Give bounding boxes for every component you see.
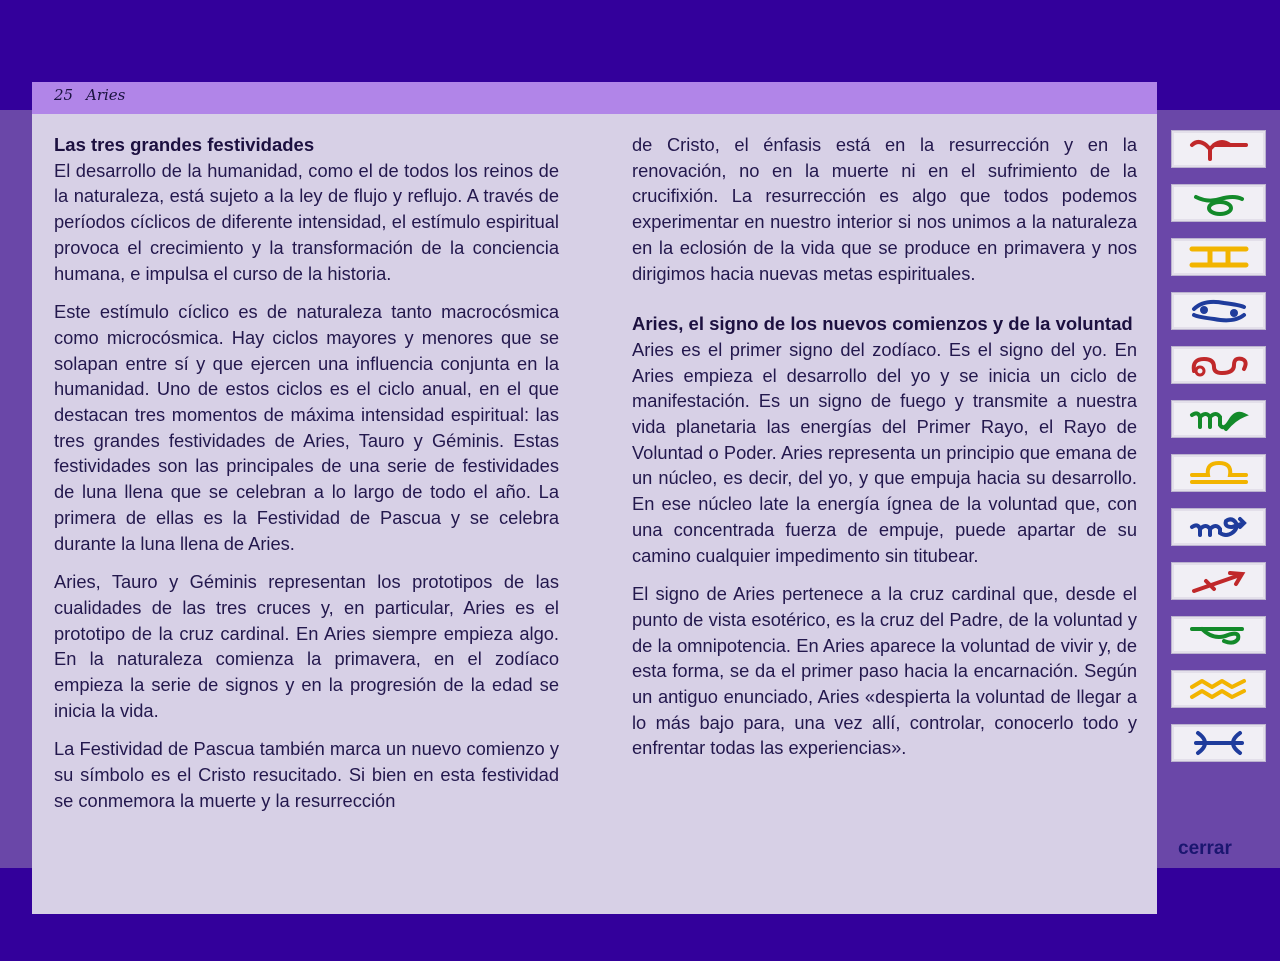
close-link[interactable]: cerrar xyxy=(1178,838,1232,859)
zodiac-button-capricorn[interactable] xyxy=(1171,616,1266,654)
zodiac-button-scorpio[interactable] xyxy=(1171,508,1266,546)
zodiac-button-virgo[interactable] xyxy=(1171,400,1266,438)
zodiac-button-libra[interactable] xyxy=(1171,454,1266,492)
paragraph: Este estímulo cíclico es de naturaleza tanto macrocósmica como microcósmica. Hay ciclos mayores y menores que se solapan entre sí y que ejercen una influencia conjunta en la humanidad. Uno de estos ciclos es el ciclo anual, en el que destacan tres momentos de máxima intensidad espiritual: las tres grandes festividades de Aries, Tauro y Géminis. Estas festividades son las principales de una serie de festividades de luna llena que se celebran a lo largo de todo el año. La primera de ellas es la Festividad de Pascua y se celebra durante la luna llena de Aries. xyxy=(54,301,559,554)
taurus-icon xyxy=(1184,189,1254,217)
page-number: 25 xyxy=(54,86,74,104)
section-heading: Las tres grandes festividades xyxy=(54,134,315,155)
paragraph: de Cristo, el énfasis está en la resurrección y en la renovación, no en la muerte ni en el sufrimiento de la crucifixión. La resurrección es algo que todos podemos experimentar en nuestro interior si nos unimos a la naturaleza en la eclosión de la vida que se produce en primavera y nos dirigimos hacia nuevas metas espirituales. xyxy=(632,134,1137,284)
paragraph: El desarrollo de la humanidad, como el de todos los reinos de la naturaleza, está sujeto a la ley de flujo y reflujo. A través de períodos cíclicos de diferente intensidad, el estímulo espiritual provoca el crecimiento y la transformación de la conciencia humana, e impulsa el curso de la historia. xyxy=(54,159,559,284)
aries-icon xyxy=(1184,135,1254,163)
page-header xyxy=(32,82,1157,114)
paragraph: La Festividad de Pascua también marca un nuevo comienzo y su símbolo es el Cristo resucitado. Si bien en esta festividad se conmemora la muerte y la resurrección xyxy=(54,738,559,811)
book-page xyxy=(32,82,1157,914)
zodiac-button-gemini[interactable] xyxy=(1171,238,1266,276)
libra-icon xyxy=(1184,459,1254,487)
zodiac-button-sagittarius[interactable] xyxy=(1171,562,1266,600)
paragraph: Aries, Tauro y Géminis representan los prototipos de las cualidades de las tres cruces y, en particular, Aries es el prototipo de la cruz cardinal. En Aries siempre empieza algo. En la naturaleza comienza la primavera, en el zodíaco empieza la serie de signos y en la progresión de la edad se inicia la vida. xyxy=(54,571,559,721)
aquarius-icon xyxy=(1184,675,1254,703)
zodiac-button-leo[interactable] xyxy=(1171,346,1266,384)
virgo-icon xyxy=(1184,405,1254,433)
zodiac-button-aries[interactable] xyxy=(1171,130,1266,168)
gemini-icon xyxy=(1184,243,1254,271)
scorpio-icon xyxy=(1184,513,1254,541)
left-column xyxy=(54,132,559,827)
capricorn-icon xyxy=(1184,621,1254,649)
zodiac-button-cancer[interactable] xyxy=(1171,292,1266,330)
right-column xyxy=(632,132,1137,774)
section-heading: Aries, el signo de los nuevos comienzos y de la voluntad xyxy=(632,313,1133,335)
sagittarius-icon xyxy=(1184,567,1254,595)
zodiac-button-taurus[interactable] xyxy=(1171,184,1266,222)
cancer-icon xyxy=(1184,297,1254,325)
page-title: Aries xyxy=(86,86,126,104)
paragraph: Aries es el primer signo del zodíaco. Es el signo del yo. En Aries empieza el desarrollo del yo y se inicia un ciclo de manifestación. Es un signo de fuego y transmite a nuestra vida planetaria las energías del Primer Rayo, el Rayo de Voluntad o Poder. Aries representa un principio que emana de un núcleo, es decir, del yo, y que empuja hacia su desarrollo. En ese núcleo late la energía ígnea de la voluntad que, con una concentrada fuerza de empuje, puede apartar de su camino cualquier impedimento sin titubear. xyxy=(632,338,1137,566)
pisces-icon xyxy=(1184,729,1254,757)
zodiac-button-aquarius[interactable] xyxy=(1171,670,1266,708)
leo-icon xyxy=(1184,351,1254,379)
zodiac-button-pisces[interactable] xyxy=(1171,724,1266,762)
paragraph: El signo de Aries pertenece a la cruz cardinal que, desde el punto de vista esotérico, es la cruz del Padre, de la voluntad y de la omnipotencia. En Aries aparece la voluntad de vivir y, de esta forma, se da el primer paso hacia la encarnación. Según un antiguo enunciado, Aries «despierta la voluntad de llegar a lo más bajo para, una vez allí, controlar, conocerlo todo y enfrentar todas las experiencias». xyxy=(632,583,1137,759)
